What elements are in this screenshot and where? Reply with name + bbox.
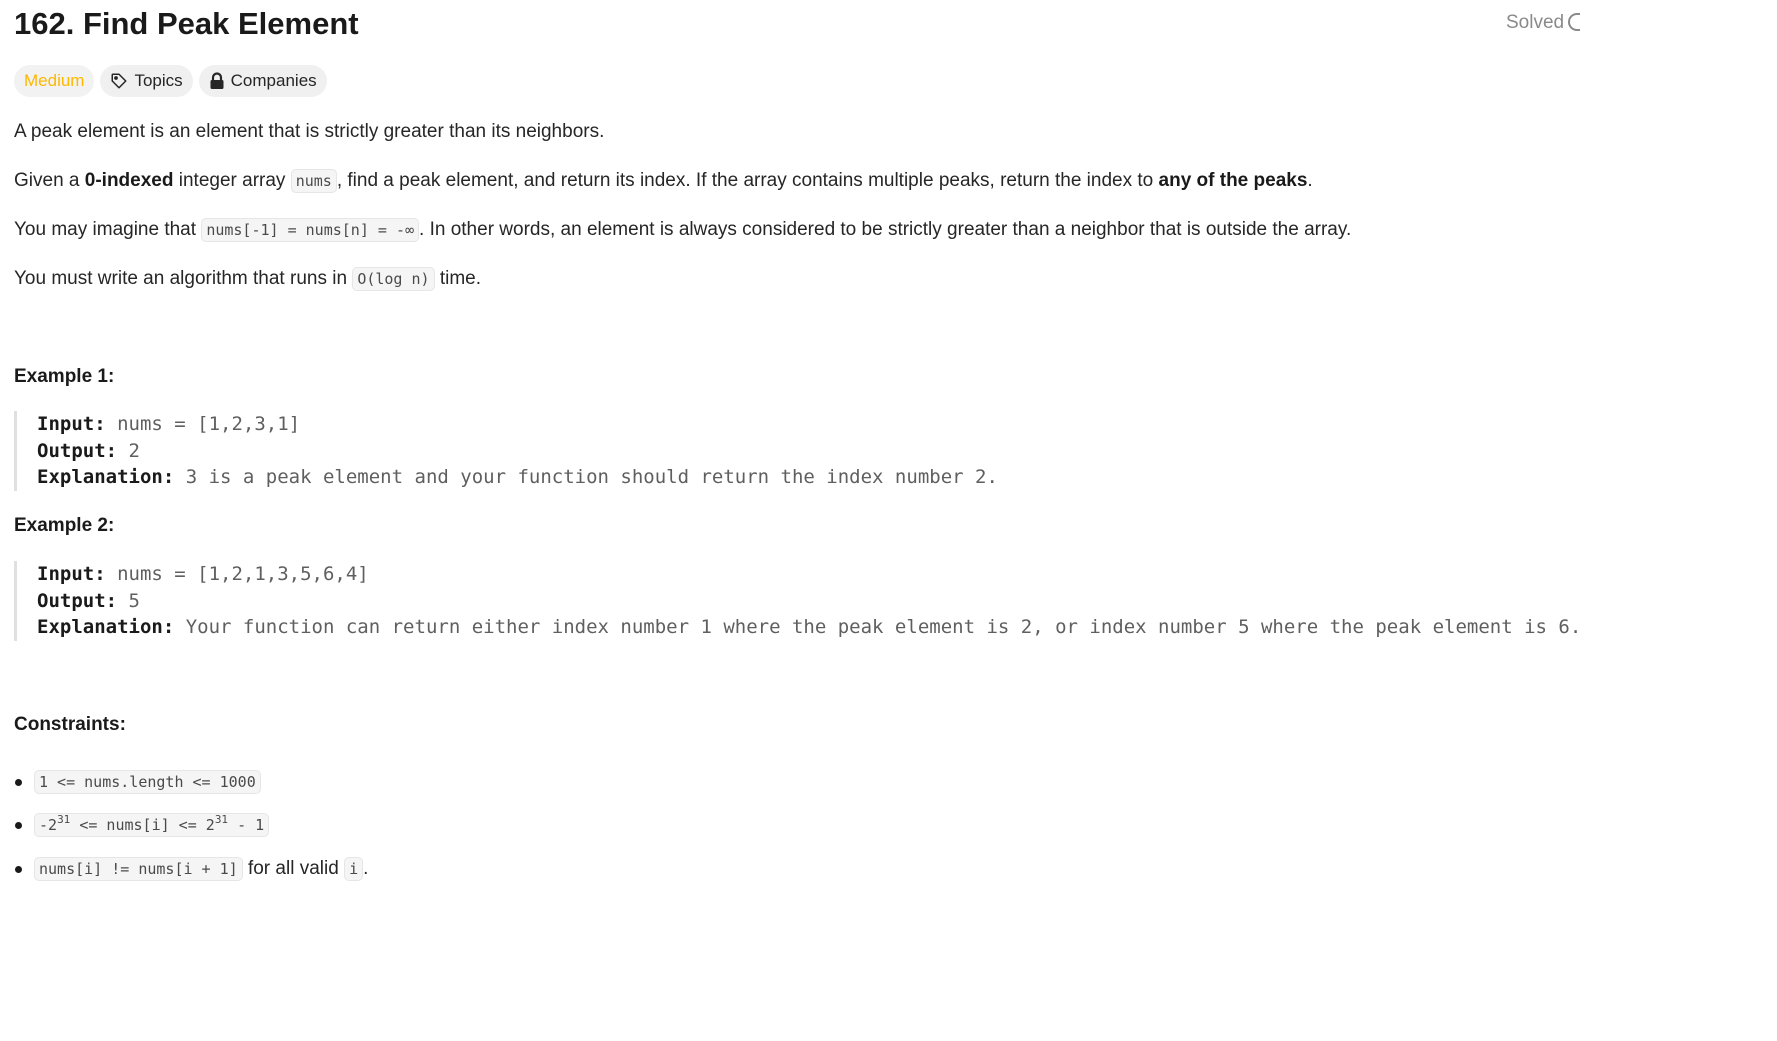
topics-label: Topics bbox=[134, 71, 183, 90]
topics-button[interactable] bbox=[100, 65, 192, 97]
problem-description bbox=[14, 0, 1764, 1041]
description-paragraph-4: You must write an algorithm that runs in O(log n) time. bbox=[14, 268, 482, 289]
solved-label: Solved bbox=[1506, 12, 1565, 33]
solved-check-icon bbox=[1568, 13, 1580, 31]
constraints-heading: Constraints: bbox=[14, 714, 126, 735]
constraint-code: $-2^{31}$ <= nums[i] <= $2^{31} - 1$ bbox=[34, 813, 269, 837]
constraint-item bbox=[14, 760, 368, 804]
tag-icon bbox=[110, 72, 128, 90]
lock-icon bbox=[209, 72, 225, 90]
tag-row bbox=[14, 65, 327, 97]
constraints-list bbox=[14, 760, 368, 891]
example-1-block: Input: nums = [1,2,3,1] Output: 2 Explanation: 3 is a peak element and your function should return the index number 2. bbox=[14, 411, 998, 491]
constraint-code: i bbox=[344, 857, 363, 881]
description-paragraph-1: A peak element is an element that is strictly greater than its neighbors. bbox=[14, 121, 605, 142]
companies-button[interactable] bbox=[199, 65, 327, 97]
inline-code: O(log n) bbox=[352, 267, 434, 291]
solved-status bbox=[1506, 12, 1580, 34]
description-paragraph-2: Given a 0-indexed integer array nums , find a peak element, and return its index. If the array contains multiple peaks, return the index to any of the peaks. bbox=[14, 170, 1313, 191]
difficulty-badge: Medium bbox=[14, 65, 94, 97]
constraint-code: nums[i] != nums[i + 1] bbox=[34, 857, 243, 881]
constraint-item: nums[i] != nums[i + 1] for all valid i . bbox=[14, 847, 368, 891]
companies-label: Companies bbox=[230, 71, 317, 90]
problem-title: 162. Find Peak Element bbox=[14, 6, 359, 41]
example-1-heading: Example 1: bbox=[14, 366, 115, 387]
inline-code: nums[-1] = nums[n] = -∞ bbox=[201, 218, 419, 242]
example-2-block: Input: nums = [1,2,1,3,5,6,4] Output: 5 Explanation: Your function can return either index number 1 where the peak element is 2, or index number 5 where the peak element is 6. bbox=[14, 561, 1581, 641]
description-paragraph-3: You may imagine that nums[-1] = nums[n] = -∞ . In other words, an element is always considered to be strictly greater than a neighbor that is outside the array. bbox=[14, 219, 1352, 240]
inline-code: nums bbox=[291, 169, 337, 193]
constraint-code: 1 <= nums.length <= 1000 bbox=[34, 770, 261, 794]
example-2-heading: Example 2: bbox=[14, 515, 115, 536]
constraint-item bbox=[14, 804, 368, 848]
